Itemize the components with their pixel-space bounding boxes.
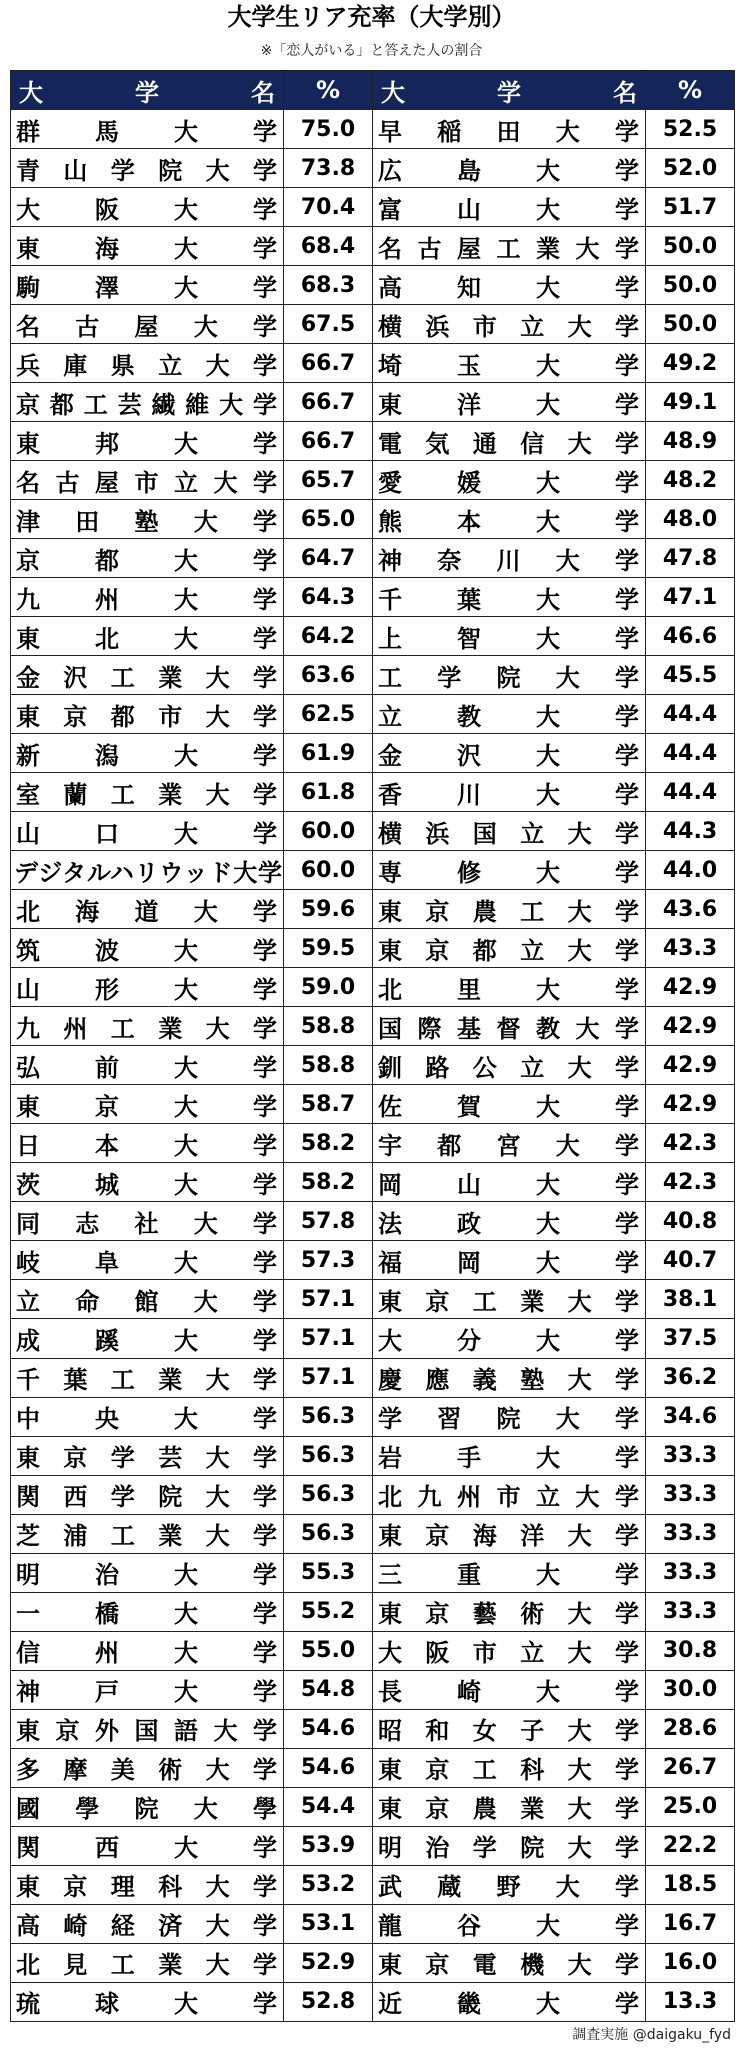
table-row: [11, 929, 735, 968]
table-row: [11, 1436, 735, 1475]
university-name: 熊本大学: [373, 500, 646, 539]
table-row: [11, 266, 735, 305]
table-row: [11, 1514, 735, 1553]
table-row: [11, 149, 735, 188]
percent-value: 56.3: [284, 1436, 373, 1475]
university-name: 宇都宮大学: [373, 1124, 646, 1163]
university-name: 山形大学: [11, 968, 284, 1007]
percent-value: 66.7: [284, 344, 373, 383]
university-name: 東京都立大学: [373, 929, 646, 968]
table-row: [11, 1904, 735, 1943]
percent-value: 61.8: [284, 773, 373, 812]
university-name: 東京大学: [11, 1085, 284, 1124]
percent-value: 58.8: [284, 1007, 373, 1046]
percent-value: 75.0: [284, 110, 373, 149]
percent-value: 51.7: [646, 188, 735, 227]
percent-value: 28.6: [646, 1709, 735, 1748]
percent-value: 44.4: [646, 773, 735, 812]
university-name: 津田塾大学: [11, 500, 284, 539]
table-row: [11, 851, 735, 890]
table-row: [11, 1943, 735, 1982]
table-row: [11, 968, 735, 1007]
university-name: 岩手大学: [373, 1436, 646, 1475]
percent-value: 70.4: [284, 188, 373, 227]
percent-value: 55.0: [284, 1631, 373, 1670]
table-row: [11, 1280, 735, 1319]
percent-value: 44.0: [646, 851, 735, 890]
table-row: [11, 1709, 735, 1748]
percent-value: 44.4: [646, 734, 735, 773]
percent-value: 55.2: [284, 1592, 373, 1631]
percent-value: 42.9: [646, 1046, 735, 1085]
percent-value: 37.5: [646, 1319, 735, 1358]
table-row: [11, 1592, 735, 1631]
table-row: [11, 1085, 735, 1124]
table-row: [11, 734, 735, 773]
percent-value: 58.7: [284, 1085, 373, 1124]
university-name: 福岡大学: [373, 1241, 646, 1280]
university-name: 高崎経済大学: [11, 1904, 284, 1943]
percent-value: 73.8: [284, 149, 373, 188]
percent-value: 58.8: [284, 1046, 373, 1085]
university-name: 近畿大学: [373, 1982, 646, 2021]
university-name: 東京学芸大学: [11, 1436, 284, 1475]
university-name: 早稲田大学: [373, 110, 646, 149]
university-name: 東北大学: [11, 617, 284, 656]
university-name: 三重大学: [373, 1553, 646, 1592]
university-name: 九州大学: [11, 578, 284, 617]
percent-value: 25.0: [646, 1787, 735, 1826]
university-name: 名古屋工業大学: [373, 227, 646, 266]
survey-credit: 調査実施 @daigaku_fyd: [572, 2027, 731, 2043]
table-row: [11, 1787, 735, 1826]
university-name: 群馬大学: [11, 110, 284, 149]
table-row: [11, 1475, 735, 1514]
percent-value: 64.2: [284, 617, 373, 656]
percent-value: 65.0: [284, 500, 373, 539]
percent-value: 26.7: [646, 1748, 735, 1787]
university-name: 兵庫県立大学: [11, 344, 284, 383]
percent-value: 67.5: [284, 305, 373, 344]
university-name: 広島大学: [373, 149, 646, 188]
university-name: 信州大学: [11, 1631, 284, 1670]
university-name: 富山大学: [373, 188, 646, 227]
university-name: 千葉大学: [373, 578, 646, 617]
percent-value: 64.7: [284, 539, 373, 578]
ranking-table: [10, 70, 735, 2022]
university-name: 上智大学: [373, 617, 646, 656]
percent-value: 45.5: [646, 656, 735, 695]
percent-value: 59.5: [284, 929, 373, 968]
university-name: 高知大学: [373, 266, 646, 305]
percent-value: 40.7: [646, 1241, 735, 1280]
university-name: 一橋大学: [11, 1592, 284, 1631]
table-row: [11, 227, 735, 266]
table-row: [11, 461, 735, 500]
percent-value: 47.1: [646, 578, 735, 617]
university-name: 青山学院大学: [11, 149, 284, 188]
university-name: 茨城大学: [11, 1163, 284, 1202]
percent-value: 54.8: [284, 1670, 373, 1709]
percent-value: 44.3: [646, 812, 735, 851]
percent-value: 43.3: [646, 929, 735, 968]
table-header-row: [11, 71, 735, 110]
university-name: 北見工業大学: [11, 1943, 284, 1982]
table-row: [11, 695, 735, 734]
percent-value: 59.6: [284, 890, 373, 929]
table-row: [11, 1748, 735, 1787]
university-name: 学習院大学: [373, 1397, 646, 1436]
university-name: 同志社大学: [11, 1202, 284, 1241]
university-name: 東京農工大学: [373, 890, 646, 929]
percent-value: 66.7: [284, 383, 373, 422]
university-name: デジタルハリウッド大学: [11, 851, 284, 890]
table-row: [11, 1358, 735, 1397]
university-name: 東京電機大学: [373, 1943, 646, 1982]
table-row: [11, 1631, 735, 1670]
university-name: 香川大学: [373, 773, 646, 812]
percent-value: 38.1: [646, 1280, 735, 1319]
university-name: 北九州市立大学: [373, 1475, 646, 1514]
university-name: 龍谷大学: [373, 1904, 646, 1943]
university-name: 東京工科大学: [373, 1748, 646, 1787]
header-university-left: 大学名: [11, 71, 284, 110]
percent-value: 50.0: [646, 227, 735, 266]
percent-value: 30.0: [646, 1670, 735, 1709]
table-row: [11, 1163, 735, 1202]
percent-value: 34.6: [646, 1397, 735, 1436]
university-name: 横浜市立大学: [373, 305, 646, 344]
university-name: 釧路公立大学: [373, 1046, 646, 1085]
percent-value: 59.0: [284, 968, 373, 1007]
university-name: 国際基督教大学: [373, 1007, 646, 1046]
university-name: 多摩美術大学: [11, 1748, 284, 1787]
percent-value: 48.0: [646, 500, 735, 539]
table-body: [11, 110, 735, 2022]
percent-value: 49.2: [646, 344, 735, 383]
percent-value: 56.3: [284, 1514, 373, 1553]
table-row: [11, 1124, 735, 1163]
percent-value: 30.8: [646, 1631, 735, 1670]
percent-value: 66.7: [284, 422, 373, 461]
table-row: [11, 656, 735, 695]
university-name: 山口大学: [11, 812, 284, 851]
university-name: 芝浦工業大学: [11, 1514, 284, 1553]
university-name: 工学院大学: [373, 656, 646, 695]
table-row: [11, 812, 735, 851]
percent-value: 57.8: [284, 1202, 373, 1241]
table-row: [11, 110, 735, 149]
percent-value: 33.3: [646, 1592, 735, 1631]
table-row: [11, 773, 735, 812]
university-name: 東京理科大学: [11, 1865, 284, 1904]
university-name: 慶應義塾大学: [373, 1358, 646, 1397]
table-row: [11, 539, 735, 578]
percent-value: 61.9: [284, 734, 373, 773]
table-row: [11, 1319, 735, 1358]
university-name: 愛媛大学: [373, 461, 646, 500]
university-name: 東京藝術大学: [373, 1592, 646, 1631]
university-name: 関西学院大学: [11, 1475, 284, 1514]
percent-value: 50.0: [646, 305, 735, 344]
university-name: 岡山大学: [373, 1163, 646, 1202]
table-row: [11, 578, 735, 617]
percent-value: 22.2: [646, 1826, 735, 1865]
header-percent-right: %: [646, 71, 735, 110]
table-row: [11, 1670, 735, 1709]
university-name: 室蘭工業大学: [11, 773, 284, 812]
percent-value: 46.6: [646, 617, 735, 656]
percent-value: 68.4: [284, 227, 373, 266]
university-name: 神戸大学: [11, 1670, 284, 1709]
percent-value: 64.3: [284, 578, 373, 617]
university-name: 専修大学: [373, 851, 646, 890]
percent-value: 52.8: [284, 1982, 373, 2021]
university-name: 弘前大学: [11, 1046, 284, 1085]
university-name: 武蔵野大学: [373, 1865, 646, 1904]
table-row: [11, 1865, 735, 1904]
percent-value: 52.9: [284, 1943, 373, 1982]
university-name: 長崎大学: [373, 1670, 646, 1709]
percent-value: 53.1: [284, 1904, 373, 1943]
percent-value: 56.3: [284, 1475, 373, 1514]
university-name: 千葉工業大学: [11, 1358, 284, 1397]
percent-value: 60.0: [284, 851, 373, 890]
table-row: [11, 1397, 735, 1436]
university-name: 東洋大学: [373, 383, 646, 422]
table-row: [11, 1553, 735, 1592]
university-name: 東邦大学: [11, 422, 284, 461]
table-row: [11, 617, 735, 656]
university-name: 明治学院大学: [373, 1826, 646, 1865]
percent-value: 13.3: [646, 1982, 735, 2021]
percent-value: 49.1: [646, 383, 735, 422]
table-row: [11, 422, 735, 461]
university-name: 國學院大學: [11, 1787, 284, 1826]
university-name: 駒澤大学: [11, 266, 284, 305]
percent-value: 52.5: [646, 110, 735, 149]
percent-value: 63.6: [284, 656, 373, 695]
percent-value: 42.9: [646, 968, 735, 1007]
university-name: 名古屋市立大学: [11, 461, 284, 500]
university-name: 横浜国立大学: [373, 812, 646, 851]
percent-value: 48.9: [646, 422, 735, 461]
percent-value: 18.5: [646, 1865, 735, 1904]
table-row: [11, 1982, 735, 2021]
percent-value: 62.5: [284, 695, 373, 734]
university-name: 東海大学: [11, 227, 284, 266]
percent-value: 65.7: [284, 461, 373, 500]
percent-value: 42.3: [646, 1124, 735, 1163]
percent-value: 42.9: [646, 1085, 735, 1124]
percent-value: 54.6: [284, 1748, 373, 1787]
percent-value: 33.3: [646, 1514, 735, 1553]
university-name: 新潟大学: [11, 734, 284, 773]
university-name: 京都大学: [11, 539, 284, 578]
percent-value: 60.0: [284, 812, 373, 851]
table-row: [11, 1007, 735, 1046]
percent-value: 40.8: [646, 1202, 735, 1241]
percent-value: 36.2: [646, 1358, 735, 1397]
table-row: [11, 188, 735, 227]
percent-value: 68.3: [284, 266, 373, 305]
percent-value: 33.3: [646, 1553, 735, 1592]
university-name: 佐賀大学: [373, 1085, 646, 1124]
university-name: 神奈川大学: [373, 539, 646, 578]
percent-value: 57.1: [284, 1319, 373, 1358]
percent-value: 42.9: [646, 1007, 735, 1046]
university-name: 法政大学: [373, 1202, 646, 1241]
percent-value: 54.4: [284, 1787, 373, 1826]
page-title: 大学生リア充率（大学別）: [227, 3, 516, 31]
university-name: 金沢工業大学: [11, 656, 284, 695]
percent-value: 57.1: [284, 1280, 373, 1319]
percent-value: 53.9: [284, 1826, 373, 1865]
university-name: 筑波大学: [11, 929, 284, 968]
percent-value: 55.3: [284, 1553, 373, 1592]
table-row: [11, 383, 735, 422]
percent-value: 54.6: [284, 1709, 373, 1748]
university-name: 埼玉大学: [373, 344, 646, 383]
percent-value: 48.2: [646, 461, 735, 500]
percent-value: 44.4: [646, 695, 735, 734]
percent-value: 58.2: [284, 1163, 373, 1202]
university-name: 大阪市立大学: [373, 1631, 646, 1670]
header-university-right: 大学名: [373, 71, 646, 110]
page-subtitle: ※「恋人がいる」と答えた人の割合: [260, 43, 483, 59]
table-row: [11, 1241, 735, 1280]
university-name: 昭和女子大学: [373, 1709, 646, 1748]
table-row: [11, 344, 735, 383]
percent-value: 58.2: [284, 1124, 373, 1163]
percent-value: 16.0: [646, 1943, 735, 1982]
university-name: 中央大学: [11, 1397, 284, 1436]
university-name: 東京農業大学: [373, 1787, 646, 1826]
university-name: 立命館大学: [11, 1280, 284, 1319]
table-row: [11, 305, 735, 344]
university-name: 東京工業大学: [373, 1280, 646, 1319]
table-row: [11, 1202, 735, 1241]
university-name: 東京海洋大学: [373, 1514, 646, 1553]
university-name: 日本大学: [11, 1124, 284, 1163]
university-name: 岐阜大学: [11, 1241, 284, 1280]
university-name: 大分大学: [373, 1319, 646, 1358]
university-name: 名古屋大学: [11, 305, 284, 344]
university-name: 成蹊大学: [11, 1319, 284, 1358]
university-name: 東京都市大学: [11, 695, 284, 734]
university-name: 琉球大学: [11, 1982, 284, 2021]
university-name: 東京外国語大学: [11, 1709, 284, 1748]
percent-value: 16.7: [646, 1904, 735, 1943]
university-name: 電気通信大学: [373, 422, 646, 461]
university-name: 明治大学: [11, 1553, 284, 1592]
percent-value: 52.0: [646, 149, 735, 188]
percent-value: 57.1: [284, 1358, 373, 1397]
percent-value: 56.3: [284, 1397, 373, 1436]
table-row: [11, 1046, 735, 1085]
university-name: 九州工業大学: [11, 1007, 284, 1046]
table-row: [11, 500, 735, 539]
table-row: [11, 890, 735, 929]
percent-value: 43.6: [646, 890, 735, 929]
university-name: 金沢大学: [373, 734, 646, 773]
percent-value: 33.3: [646, 1475, 735, 1514]
percent-value: 53.2: [284, 1865, 373, 1904]
university-name: 大阪大学: [11, 188, 284, 227]
header-percent-left: %: [284, 71, 373, 110]
percent-value: 47.8: [646, 539, 735, 578]
percent-value: 33.3: [646, 1436, 735, 1475]
university-name: 北里大学: [373, 968, 646, 1007]
university-name: 立教大学: [373, 695, 646, 734]
university-name: 関西大学: [11, 1826, 284, 1865]
university-name: 京都工芸繊維大学: [11, 383, 284, 422]
university-name: 北海道大学: [11, 890, 284, 929]
table-row: [11, 1826, 735, 1865]
percent-value: 42.3: [646, 1163, 735, 1202]
percent-value: 57.3: [284, 1241, 373, 1280]
percent-value: 50.0: [646, 266, 735, 305]
